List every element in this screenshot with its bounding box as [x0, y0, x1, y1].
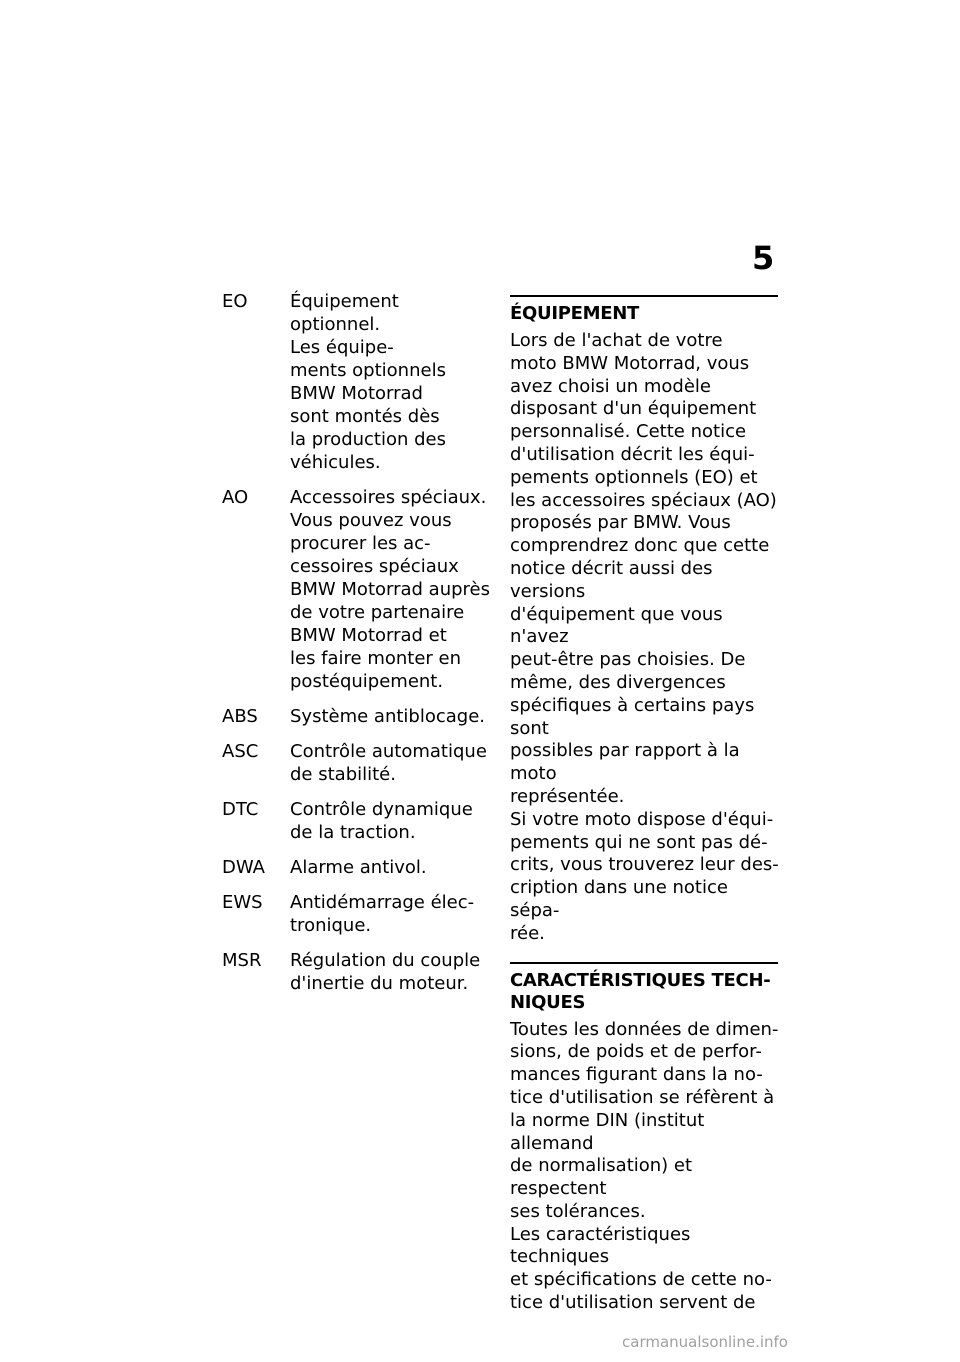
section-body: Lors de l'achat de votre moto BMW Motorrad, vous avez choisi un modèle disposant d'un équipement personnalisé. Cette notice d'utilisation décrit les équi- pements optionnels (EO) et les accessoires spéciaux (AO) proposés par BMW. Vous comprendrez donc que cette notice décrit aussi des versions d'équipement que vous n'avez peut-être pas choisies. De même, des divergences spécifiques à certains pays sont possibles par rapport à la moto représentée. Si votre moto dispose d'équi- pements qui ne sont pas dé- crits, vous trouverez leur des- cription dans une notice sépa- rée.: [510, 330, 779, 944]
abbreviation-row-msr: [222, 949, 492, 995]
section-equipement: [510, 295, 782, 946]
abbreviation-term: EO: [222, 291, 248, 312]
section-divider: [510, 295, 778, 297]
abbreviation-definition: Alarme antivol.: [290, 857, 427, 878]
abbreviation-term: MSR: [222, 950, 262, 971]
abbreviation-term: ABS: [222, 706, 258, 727]
abbreviation-row-asc: [222, 740, 492, 786]
abbreviation-definition: Régulation du couple d'inertie du moteur.: [290, 950, 481, 994]
abbreviation-term: EWS: [222, 892, 263, 913]
section-heading: CARACTÉRISTIQUES TECH- NIQUES: [510, 969, 771, 1013]
abbreviation-definition: Antidémarrage élec- tronique.: [290, 892, 475, 936]
abbreviation-term: ASC: [222, 741, 259, 762]
abbreviation-row-eo: [222, 290, 492, 474]
abbreviation-term: DWA: [222, 857, 265, 878]
abbreviation-list: [222, 290, 492, 1007]
content-column: [510, 295, 782, 1315]
section-heading: ÉQUIPEMENT: [510, 303, 639, 324]
section-caracteristiques: [510, 962, 782, 1315]
section-body: Toutes les données de dimen- sions, de poids et de perfor- mances figurant dans la no- tice d'utilisation se réfèrent à la norme DIN (institut allemand de normalisation) et respectent ses tolérances. Les caractéristiques techniques et spécifications de cette no- tice d'utilisation servent de: [510, 1018, 779, 1314]
abbreviation-definition: Équipement optionnel. Les équipe- ments optionnels BMW Motorrad sont montés dès la production des véhicules.: [290, 291, 447, 473]
page-number: 5: [752, 239, 775, 277]
section-divider: [510, 962, 778, 964]
abbreviation-definition: Accessoires spéciaux. Vous pouvez vous procurer les ac- cessoires spéciaux BMW Motorrad auprès de votre partenaire BMW Motorrad et les faire monter en postéquipement.: [290, 487, 490, 692]
abbreviation-row-ews: [222, 891, 492, 937]
abbreviation-term: DTC: [222, 799, 259, 820]
abbreviation-definition: Système antiblocage.: [290, 706, 486, 727]
abbreviation-definition: Contrôle dynamique de la traction.: [290, 799, 473, 843]
abbreviation-row-abs: [222, 705, 492, 728]
watermark-text: carmanualsonline.info: [622, 1333, 788, 1351]
abbreviation-term: AO: [222, 487, 249, 508]
abbreviation-row-ao: [222, 486, 492, 693]
abbreviation-row-dwa: [222, 856, 492, 879]
abbreviation-definition: Contrôle automatique de stabilité.: [290, 741, 487, 785]
abbreviation-row-dtc: [222, 798, 492, 844]
